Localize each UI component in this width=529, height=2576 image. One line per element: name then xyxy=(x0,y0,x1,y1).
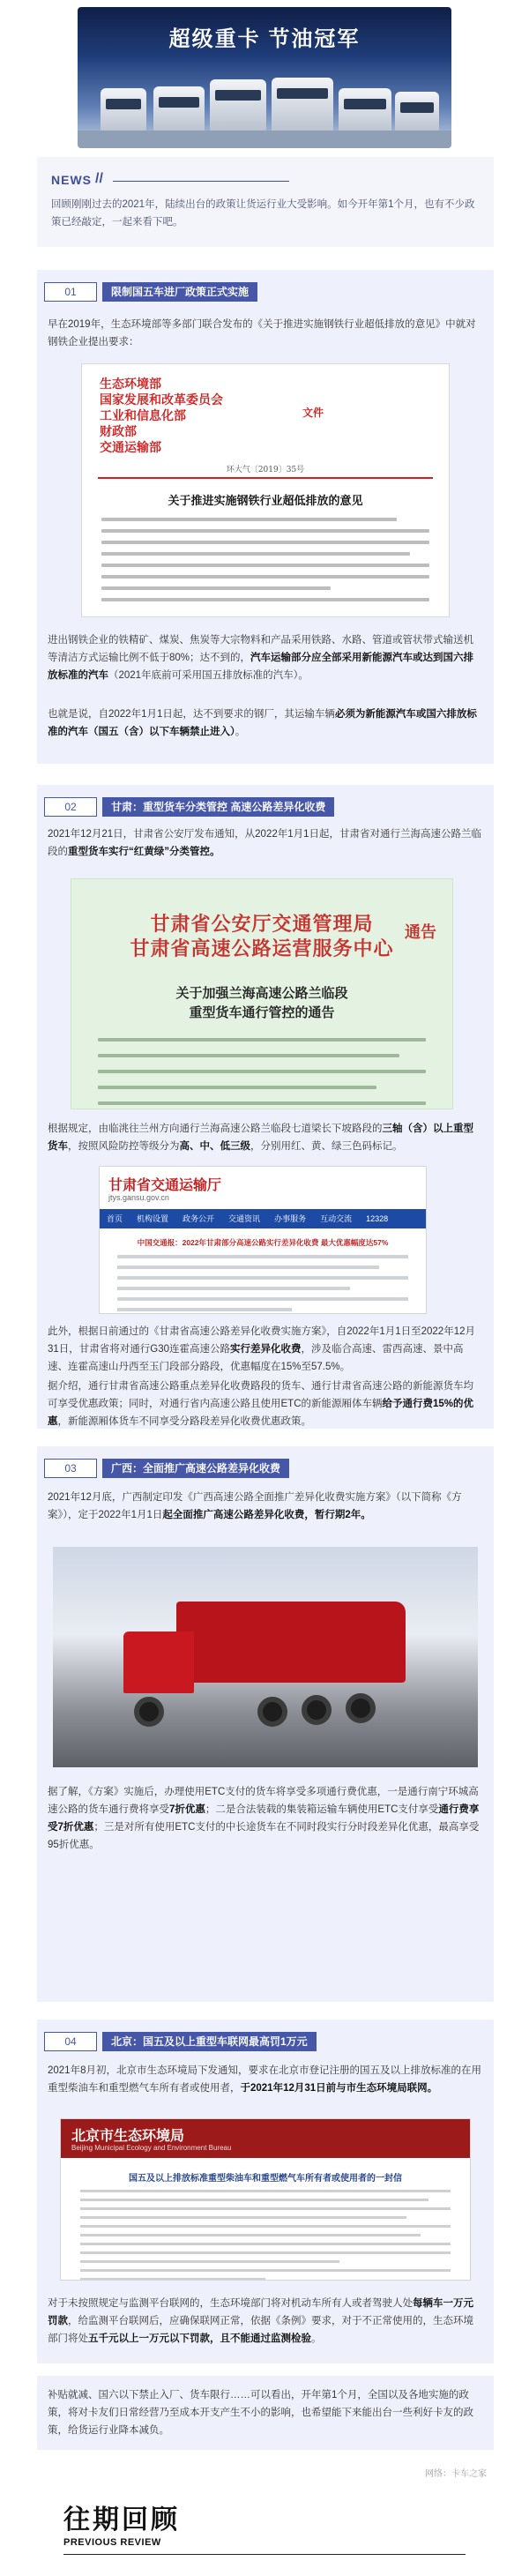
document-issuers: 生态环境部 国家发展和改革委员会 工业和信息化部 财政部 交通运输部 xyxy=(100,377,223,455)
article-headline: 中国交通报：2022年甘肃部分高速公路实行差异化收费 最大优惠幅度达57% xyxy=(137,1238,389,1247)
paragraph: 此外，根据日前通过的《甘肃省高速公路差异化收费实施方案》，自2022年1月1日至2022年12月31日，甘肃省将对通行G30连霍高速公路实行差异化收费，涉及临合高速、雷西高速、景中高速、连霍高速山丹西至玉门段部分路段，优惠幅度在15%至57.5%。 xyxy=(48,1326,475,1372)
section-header xyxy=(44,1459,309,1478)
source-credit: 网络：卡车之家 xyxy=(425,2469,487,2479)
document-number: 环大气〔2019〕35号 xyxy=(226,466,305,474)
notice-title-line-2: 重型货车通行管控的通告 xyxy=(189,1004,335,1020)
section-01 xyxy=(37,270,494,764)
letter-body xyxy=(80,2190,451,2281)
truck-icon xyxy=(210,79,266,131)
site-nav: 首页 机构设置 政务公开 交通资讯 办事服务 互动交流 12328 xyxy=(100,1209,426,1228)
paragraph: 据了解，《方案》实施后，办理使用ETC支付的货车将享受多项通行费优惠，一是通行南宁环城高速公路的货车通行费将享受7折优惠；二是合法装载的集装箱运输车辆使用ETC支付享受通行费享受7折优惠；三是对所有使用ETC支付的中长途货车在不同时段实行分时段差异化优惠，最高享受95折优惠。 xyxy=(48,1787,480,1850)
wheel-icon xyxy=(346,1693,376,1723)
transport-dept-webpage-image xyxy=(99,1166,427,1314)
letter-headline: 国五及以上排放标准重型柴油车和重型燃气车所有者或使用者的一封信 xyxy=(129,2174,402,2184)
paragraph: 2021年12月底，广西制定印发《广西高速公路全面推广差异化收费实施方案》（以下简称《方案》），定于2022年1月1日起全面推广高速公路差异化收费，暂行期2年。 xyxy=(48,1492,462,1520)
section-number: 04 xyxy=(44,2032,97,2051)
site-domain: jtys.gansu.gov.cn xyxy=(108,1193,169,1202)
truck-icon xyxy=(101,88,146,134)
section-03 xyxy=(37,1446,494,2002)
section-header xyxy=(44,797,326,817)
section-number: 01 xyxy=(44,282,97,302)
paragraph: 早在2019年，生态环境部等多部门联合发布的《关于推进实施钢铁行业超低排放的意见》中就对钢铁企业提出要求： xyxy=(48,319,476,347)
section-02-continued xyxy=(37,1323,494,1429)
divider xyxy=(63,2554,466,2555)
truck-body xyxy=(176,1602,406,1683)
notice-issuer-2: 甘肃省高速公路运营服务中心 xyxy=(130,937,394,960)
section-number: 03 xyxy=(44,1459,97,1478)
header-banner-image xyxy=(78,7,451,148)
section-title: 甘肃：重型货车分类管控 高速公路差异化收费 xyxy=(102,797,334,817)
notice-issuer-1: 甘肃省公安厅交通管理局 xyxy=(150,913,374,936)
news-intro-box xyxy=(37,157,494,247)
wheel-icon xyxy=(302,1695,332,1725)
previous-review-subtitle: PREVIOUS REVIEW xyxy=(63,2537,161,2548)
wheel-icon xyxy=(134,1697,164,1727)
section-title: 限制国五车进厂政策正式实施 xyxy=(102,282,257,302)
paragraph: 据介绍，通行甘肃省高速公路重点差异化收费路段的货车、通行甘肃省高速公路的新能源货车均可享受优惠政策；同时，对通行省内高速公路且使用ETC的新能源厢体车辆给予通行费15%的优惠，新能源厢体货车不同享受分路段差异化收费优惠政策。 xyxy=(48,1381,474,1427)
paragraph: 进出钢铁企业的铁精矿、煤炭、焦炭等大宗物料和产品采用铁路、水路、管道或管状带式输送机等清洁方式运输比例不低于80%；达不到的，汽车运输部分应全部采用新能源汽车或达到国六排放标准的汽车（2021年底前可采用国五排放标准的汽车）。 xyxy=(48,635,474,681)
wheel-icon xyxy=(257,1697,287,1727)
news-tag: NEWS xyxy=(51,173,92,187)
section-title: 北京：国五及以上重型车联网最高罚1万元 xyxy=(102,2032,317,2051)
truck-icon xyxy=(153,86,205,132)
truck-icon xyxy=(395,92,439,132)
section-header xyxy=(44,2032,309,2051)
document-body xyxy=(101,518,429,609)
section-number: 02 xyxy=(44,797,97,817)
site-name: 北京市生态环境局 xyxy=(71,2127,185,2144)
paragraph: 也就是说，自2022年1月1日起，达不到要求的钢厂，其运输车辆必须为新能源汽车或国六排放标准的汽车（国五（含）以下车辆禁止进入）。 xyxy=(48,709,477,737)
beijing-bureau-webpage-image xyxy=(60,2118,471,2281)
site-name-en: Beijing Municipal Ecology and Environment Bureau xyxy=(71,2144,232,2152)
article-body xyxy=(117,1255,408,1314)
truck-icon xyxy=(272,78,333,132)
traffic-notice-image xyxy=(71,878,453,1109)
red-dump-truck-photo xyxy=(53,1547,478,1767)
paragraph: 根据规定，由临洮往兰州方向通行兰海高速公路兰临段七道梁长下坡路段的三轴（含）以上重型货车，按照风险防控等级分为高、中、低三级，分别用红、黄、绿三色码标记。 xyxy=(48,1124,473,1152)
closing-paragraph: 补贴就减、国六以下禁止入厂、货车限行……可以看出，开年第1个月，全国以及各地实施的政策，将对卡友们日常经营乃至成本开支产生不小的影响，也希望能下来能出台一些利好卡友的政策，给货运行业降本减负。 xyxy=(48,2390,473,2436)
policy-document-image xyxy=(81,363,450,617)
news-slash: // xyxy=(95,171,103,186)
section-header xyxy=(44,282,309,302)
document-type: 文件 xyxy=(302,407,324,419)
site-name: 甘肃省交通运输厅 xyxy=(108,1178,222,1193)
truck-cab xyxy=(123,1631,194,1693)
previous-review-title: 往期回顾 xyxy=(63,2505,180,2535)
divider xyxy=(98,477,433,479)
closing-box xyxy=(37,2376,494,2450)
paragraph: 2021年8月初，北京市生态环境局下发通知，要求在北京市登记注册的国五及以上排放标准的在用重型柴油车和重型燃气车所有者或使用者，于2021年12月31日前与市生态环境局联网。 xyxy=(48,2065,481,2094)
notice-body xyxy=(98,1038,426,1109)
paragraph: 对于未按照规定与监测平台联网的，生态环境部门将对机动车所有人或者驾驶人处每辆车一万元罚款，给监测平台联网后，应确保联网正常，依据《条例》要求，对于不正常使用的，生态环境部门将处五千元以上一万元以下罚款，且不能通过监测检验。 xyxy=(48,2298,473,2344)
notice-title-line-1: 关于加强兰海高速公路兰临段 xyxy=(175,985,348,1001)
divider xyxy=(113,181,289,182)
truck-icon xyxy=(339,88,391,134)
notice-type: 通告 xyxy=(405,923,436,942)
site-header xyxy=(61,2119,470,2158)
section-02 xyxy=(37,785,494,1323)
paragraph: 2021年12月21日，甘肃省公安厅发布通知，从2022年1月1日起，甘肃省对通行兰海高速公路兰临段的重型货车实行“红黄绿”分类管控。 xyxy=(48,829,482,857)
banner-title: 超级重卡 节油冠军 xyxy=(168,27,361,51)
banner-ground xyxy=(78,131,451,148)
news-intro-text: 回顾刚刚过去的2021年，陆续出台的政策让货运行业大受影响。如今开年第1个月，也有不少政策已经敲定，一起来看下吧。 xyxy=(51,199,475,228)
document-title: 关于推进实施钢铁行业超低排放的意见 xyxy=(168,495,363,508)
section-title: 广西：全面推广高速公路差异化收费 xyxy=(102,1459,289,1478)
section-04 xyxy=(37,2020,494,2363)
